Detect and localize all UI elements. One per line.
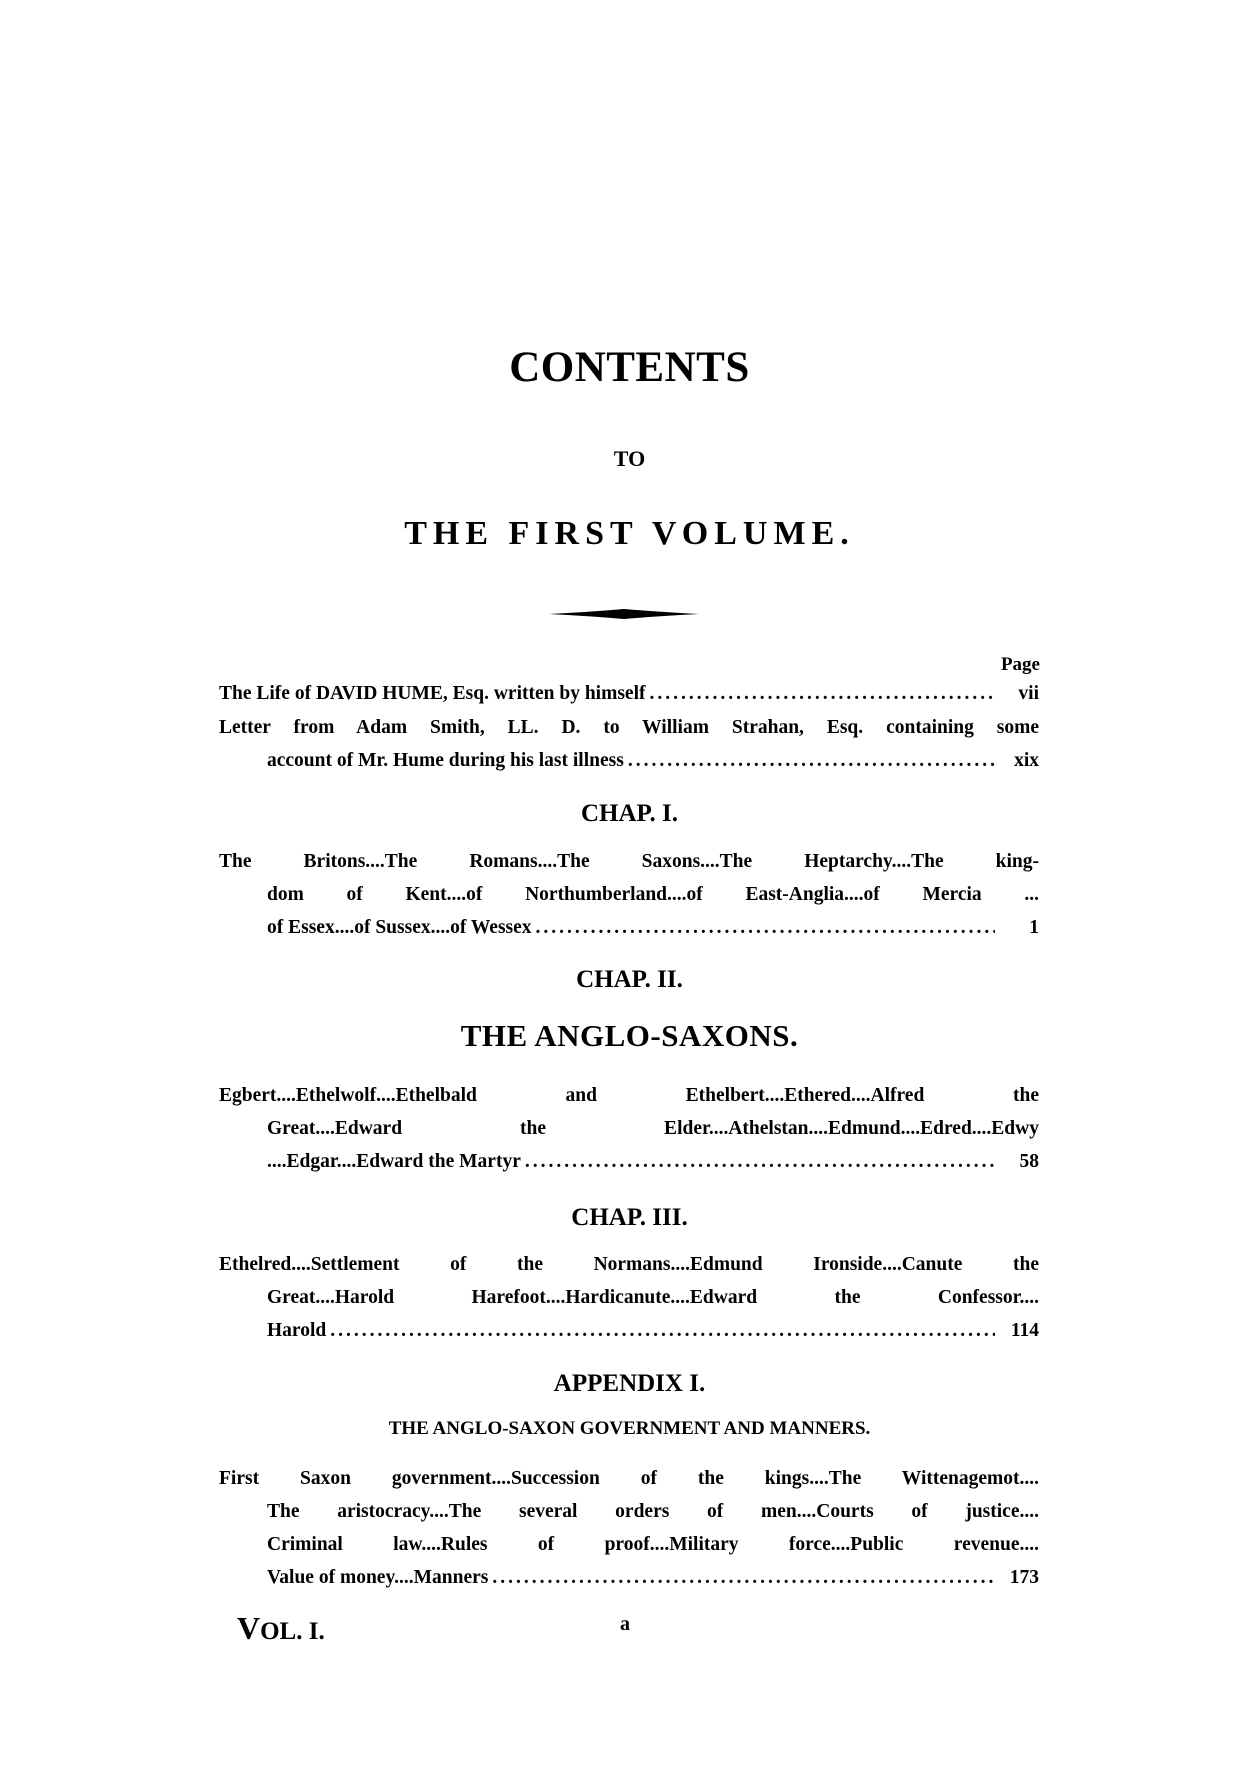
toc-page-number: 173 (1009, 1567, 1039, 1588)
toc-entry-life (219, 677, 1039, 710)
toc-entry-text: ....Edgar....Edward the Martyr (267, 1151, 521, 1172)
toc-entry-text: First Saxon government....Succession of the kings....The Wittenagemot.... (219, 1468, 1039, 1489)
appendix-subtitle: THE ANGLO-SAXON GOVERNMENT AND MANNERS. (388, 1418, 871, 1439)
toc-entry-text: Harold (267, 1320, 327, 1341)
toc-entry-text: Egbert....Ethelwolf....Ethelbald and Ethelbert....Ethered....Alfred the (219, 1085, 1039, 1106)
volume-title: THE FIRST VOLUME. (404, 515, 855, 552)
dot-leader (628, 744, 995, 777)
toc-entry-text: Criminal law....Rules of proof....Military force....Public revenue.... (267, 1534, 1039, 1555)
page-column-label: Page (1000, 654, 1040, 675)
toc-entry-text: Letter from Adam Smith, LL. D. to William Strahan, Esq. containing some (219, 717, 1039, 738)
dot-leader (330, 1314, 995, 1347)
signature-initial: V (237, 1610, 261, 1646)
dot-leader (525, 1145, 995, 1178)
chapter-heading-2: CHAP. II. (576, 966, 683, 993)
toc-page-number: 58 (1019, 1151, 1039, 1172)
toc-entry-text: Ethelred....Settlement of the Normans....Edmund Ironside....Canute the (219, 1254, 1039, 1275)
toc-entry-chap1 (219, 845, 1039, 944)
chapter-heading-3: CHAP. III. (571, 1204, 688, 1231)
signature-rest: OL. I. (260, 1618, 325, 1645)
section-title-anglo-saxons: THE ANGLO-SAXONS. (460, 1018, 799, 1053)
toc-entry-text: The aristocracy....The several orders of men....Courts of justice.... (267, 1501, 1039, 1522)
toc-entry-text: of Essex....of Sussex....of Wessex (267, 917, 532, 938)
toc-entry-chap2 (219, 1079, 1039, 1178)
dot-leader (536, 911, 995, 944)
toc-page-number: xix (1014, 750, 1039, 771)
appendix-heading: APPENDIX I. (553, 1370, 706, 1397)
signature-mark: a (620, 1613, 630, 1635)
toc-page-number: vii (1018, 683, 1039, 704)
toc-entry-text: Value of money....Manners (267, 1567, 489, 1588)
toc-page-number: 114 (1010, 1320, 1039, 1341)
toc-entry-letter (219, 711, 1039, 777)
dot-leader (649, 677, 995, 710)
chapter-heading-1: CHAP. I. (580, 800, 678, 827)
page-title: CONTENTS (509, 344, 750, 391)
toc-entry-chap3 (219, 1248, 1039, 1347)
dot-leader (492, 1561, 995, 1594)
volume-signature (237, 1610, 325, 1647)
toc-entry-appendix (219, 1462, 1039, 1594)
ornament-rule (549, 606, 699, 622)
toc-entry-text: Great....Harold Harefoot....Hardicanute....Edward the Confessor.... (267, 1287, 1039, 1308)
toc-entry-text: Great....Edward the Elder....Athelstan....Edmund....Edred....Edwy (267, 1118, 1039, 1139)
to-line: TO (613, 446, 646, 471)
toc-entry-text: dom of Kent....of Northumberland....of East-Anglia....of Mercia ... (267, 884, 1039, 905)
toc-page-number: 1 (1029, 917, 1039, 938)
toc-entry-text: account of Mr. Hume during his last illness (267, 750, 624, 771)
toc-entry-text: The Life of DAVID HUME, Esq. written by himself (219, 683, 646, 704)
toc-entry-text: The Britons....The Romans....The Saxons....The Heptarchy....The king- (219, 851, 1039, 872)
